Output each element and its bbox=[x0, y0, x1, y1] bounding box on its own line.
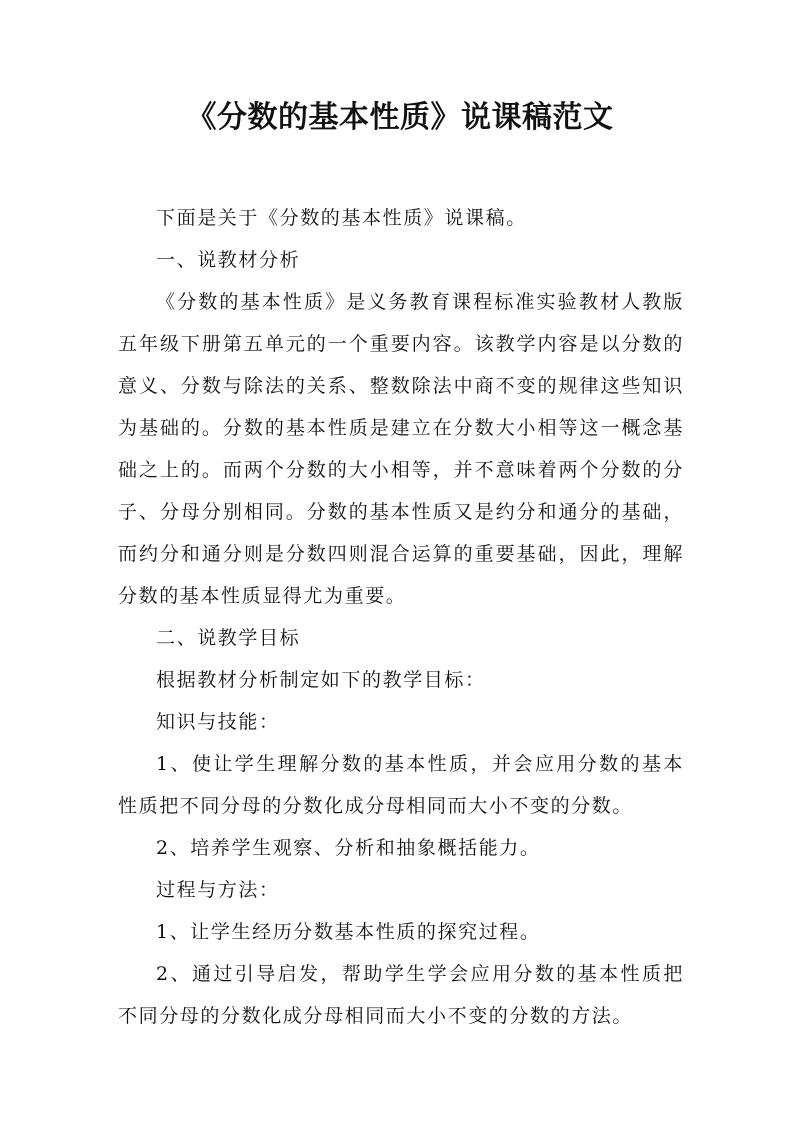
process-goal-2: 2、通过引导启发，帮助学生学会应用分数的基本性质把不同分母的分数化成分母相同而大小不变的分数的方法。 bbox=[118, 963, 684, 1027]
document-body bbox=[118, 197, 684, 1037]
knowledge-goal-2: 2、培养学生观察、分析和抽象概括能力。 bbox=[156, 837, 541, 859]
intro-paragraph: 下面是关于《分数的基本性质》说课稿。 bbox=[156, 207, 527, 229]
section-heading-material-analysis: 一、说教材分析 bbox=[156, 249, 301, 271]
process-goal-1: 1、让学生经历分数基本性质的探究过程。 bbox=[156, 921, 541, 943]
goals-intro-paragraph: 根据教材分析制定如下的教学目标： bbox=[156, 669, 486, 691]
document-title: 《分数的基本性质》说课稿范文 bbox=[186, 100, 614, 135]
knowledge-goal-1: 1、使让学生理解分数的基本性质，并会应用分数的基本性质把不同分母的分数化成分母相同而大小不变的分数。 bbox=[118, 753, 684, 817]
section-heading-teaching-goals: 二、说教学目标 bbox=[156, 627, 301, 649]
subheading-process-method: 过程与方法： bbox=[156, 879, 280, 901]
subheading-knowledge-skills: 知识与技能： bbox=[156, 711, 280, 733]
material-analysis-paragraph: 《分数的基本性质》是义务教育课程标准实验教材人教版五年级下册第五单元的一个重要内容。该教学内容是以分数的意义、分数与除法的关系、整数除法中商不变的规律这些知识为基础的。分数的基本性质是建立在分数大小相等这一概念基础之上的。而两个分数的大小相等，并不意味着两个分数的分子、分母分别相同。分数的基本性质又是约分和通分的基础，而约分和通分则是分数四则混合运算的重要基础，因此，理解分数的基本性质显得尤为重要。 bbox=[118, 291, 684, 607]
